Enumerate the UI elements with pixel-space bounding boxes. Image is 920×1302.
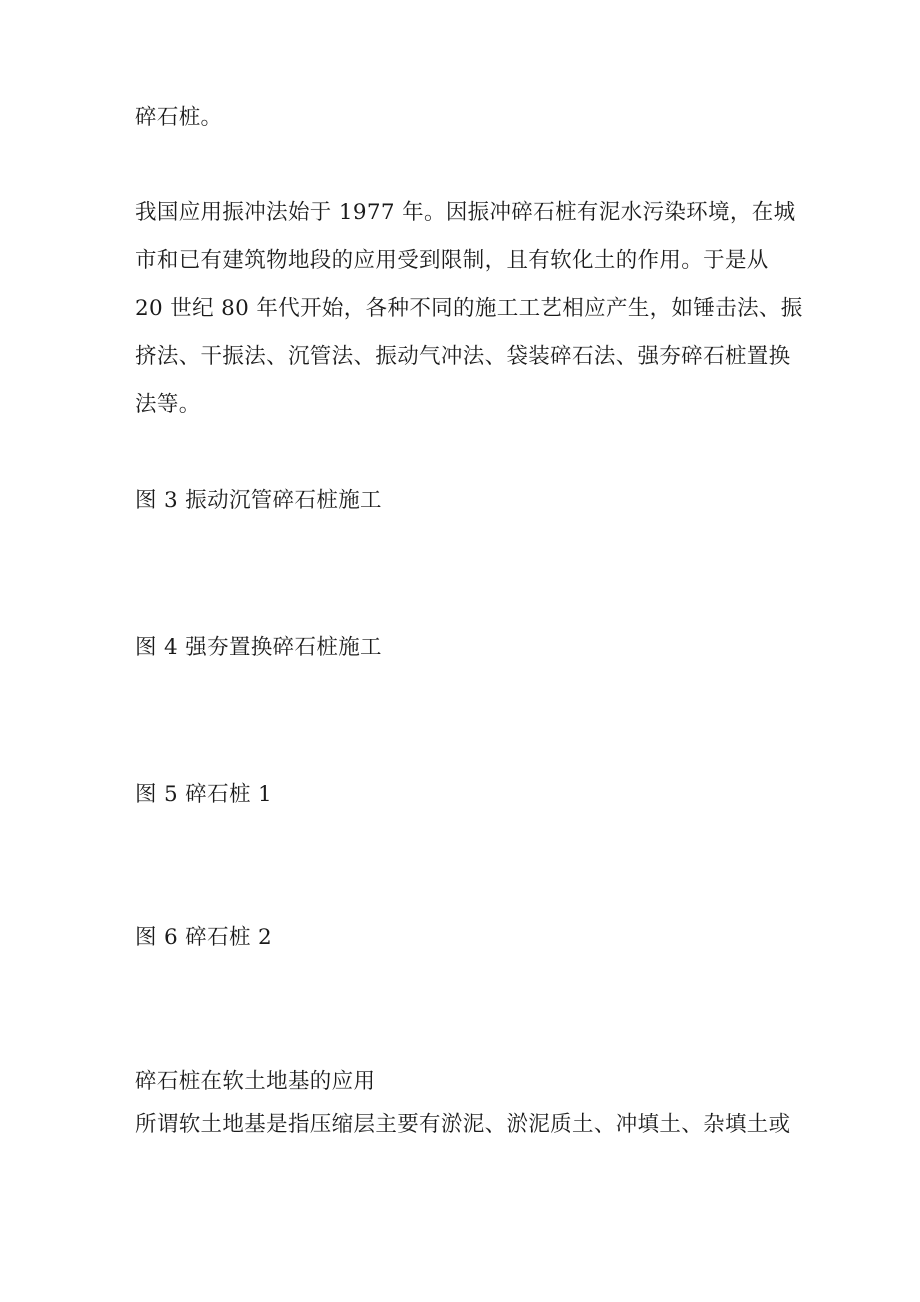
paragraph-history-line-5: 法等。 bbox=[135, 392, 201, 417]
paragraph-history-line-4: 挤法、干振法、沉管法、振动气冲法、袋装碎石法、强夯碎石桩置换 bbox=[135, 344, 791, 369]
paragraph-intro-tail: 碎石桩。 bbox=[135, 105, 223, 130]
figure-caption-3: 图 3 振动沉管碎石桩施工 bbox=[135, 488, 382, 513]
paragraph-history-line-3: 20 世纪 80 年代开始，各种不同的施工工艺相应产生，如锤击法、振 bbox=[135, 296, 803, 321]
figure-caption-6: 图 6 碎石桩 2 bbox=[135, 925, 273, 950]
paragraph-history-line-2: 市和已有建筑物地段的应用受到限制，且有软化土的作用。于是从 bbox=[135, 248, 769, 273]
paragraph-softsoil-line-1: 所谓软土地基是指压缩层主要有淤泥、淤泥质土、冲填土、杂填土或 bbox=[135, 1112, 791, 1137]
section-heading: 碎石桩在软土地基的应用 bbox=[135, 1069, 376, 1094]
figure-caption-5: 图 5 碎石桩 1 bbox=[135, 782, 273, 807]
figure-caption-4: 图 4 强夯置换碎石桩施工 bbox=[135, 635, 382, 660]
paragraph-history-line-1: 我国应用振冲法始于 1977 年。因振冲碎石桩有泥水污染环境，在城 bbox=[135, 200, 796, 225]
